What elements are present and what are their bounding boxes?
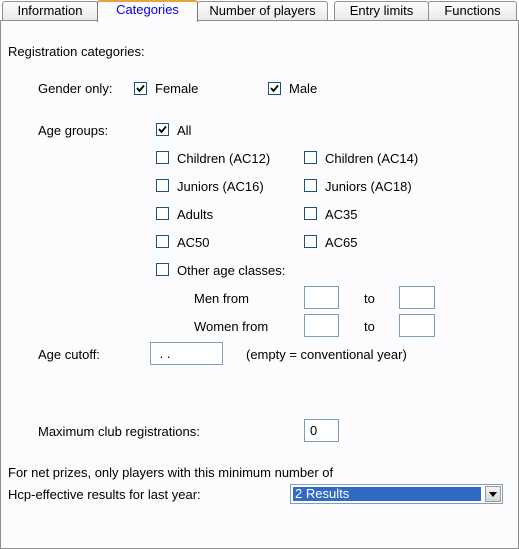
children-ac14-checkbox[interactable] [304,151,317,164]
chevron-down-icon [486,487,500,501]
juniors-ac16-label[interactable]: Juniors (AC16) [177,179,264,194]
male-label[interactable]: Male [289,81,318,96]
tab-bar [0,0,519,22]
juniors-ac16-checkbox[interactable] [156,179,169,192]
women-to-label: to [364,319,375,334]
tab-number-of-players[interactable]: Number of players [197,1,328,20]
ac35-label[interactable]: AC35 [325,207,358,222]
tab-information[interactable]: Information [2,1,98,20]
max-club-input[interactable] [304,419,339,442]
male-checkbox[interactable] [268,82,281,95]
tab-categories[interactable]: Categories [97,0,198,22]
gender-label: Gender only: [38,81,113,96]
dropdown-button[interactable] [485,486,501,502]
net-prizes-text-line2: Hcp-effective results for last year: [8,487,201,502]
women-to-input[interactable] [399,314,435,337]
ac65-label[interactable]: AC65 [325,235,358,250]
checkmark-icon [135,83,146,94]
net-prizes-text-line1: For net prizes, only players with this minimum number of [8,465,334,480]
all-checkbox[interactable] [156,123,169,136]
men-from-input[interactable] [304,286,339,309]
ac35-checkbox[interactable] [304,207,317,220]
age-cutoff-hint: (empty = conventional year) [246,347,407,362]
adults-label[interactable]: Adults [177,207,214,222]
adults-checkbox[interactable] [156,207,169,220]
men-to-label: to [364,291,375,306]
max-club-label: Maximum club registrations: [38,424,200,439]
juniors-ac18-checkbox[interactable] [304,179,317,192]
women-from-input[interactable] [304,314,339,337]
men-to-input[interactable] [399,286,435,309]
female-checkbox[interactable] [134,82,147,95]
age-groups-label: Age groups: [38,123,109,138]
children-ac12-label[interactable]: Children (AC12) [177,151,271,166]
children-ac12-checkbox[interactable] [156,151,169,164]
min-results-select[interactable] [290,484,503,504]
age-cutoff-label: Age cutoff: [38,347,100,362]
min-results-selected: 2 Results [293,487,481,501]
female-label[interactable]: Female [155,81,199,96]
other-age-classes-label[interactable]: Other age classes: [177,263,286,278]
tab-entry-limits[interactable]: Entry limits [334,1,429,20]
all-label[interactable]: All [177,123,192,138]
checkmark-icon [269,83,280,94]
children-ac14-label[interactable]: Children (AC14) [325,151,419,166]
ac50-checkbox[interactable] [156,235,169,248]
checkmark-icon [157,124,168,135]
men-from-label: Men from [194,291,249,306]
women-from-label: Women from [194,319,269,334]
section-title: Registration categories: [8,44,145,59]
tab-functions[interactable]: Functions [428,1,517,20]
juniors-ac18-label[interactable]: Juniors (AC18) [325,179,412,194]
ac50-label[interactable]: AC50 [177,235,210,250]
age-cutoff-input[interactable] [150,342,223,365]
ac65-checkbox[interactable] [304,235,317,248]
other-age-classes-checkbox[interactable] [156,263,169,276]
